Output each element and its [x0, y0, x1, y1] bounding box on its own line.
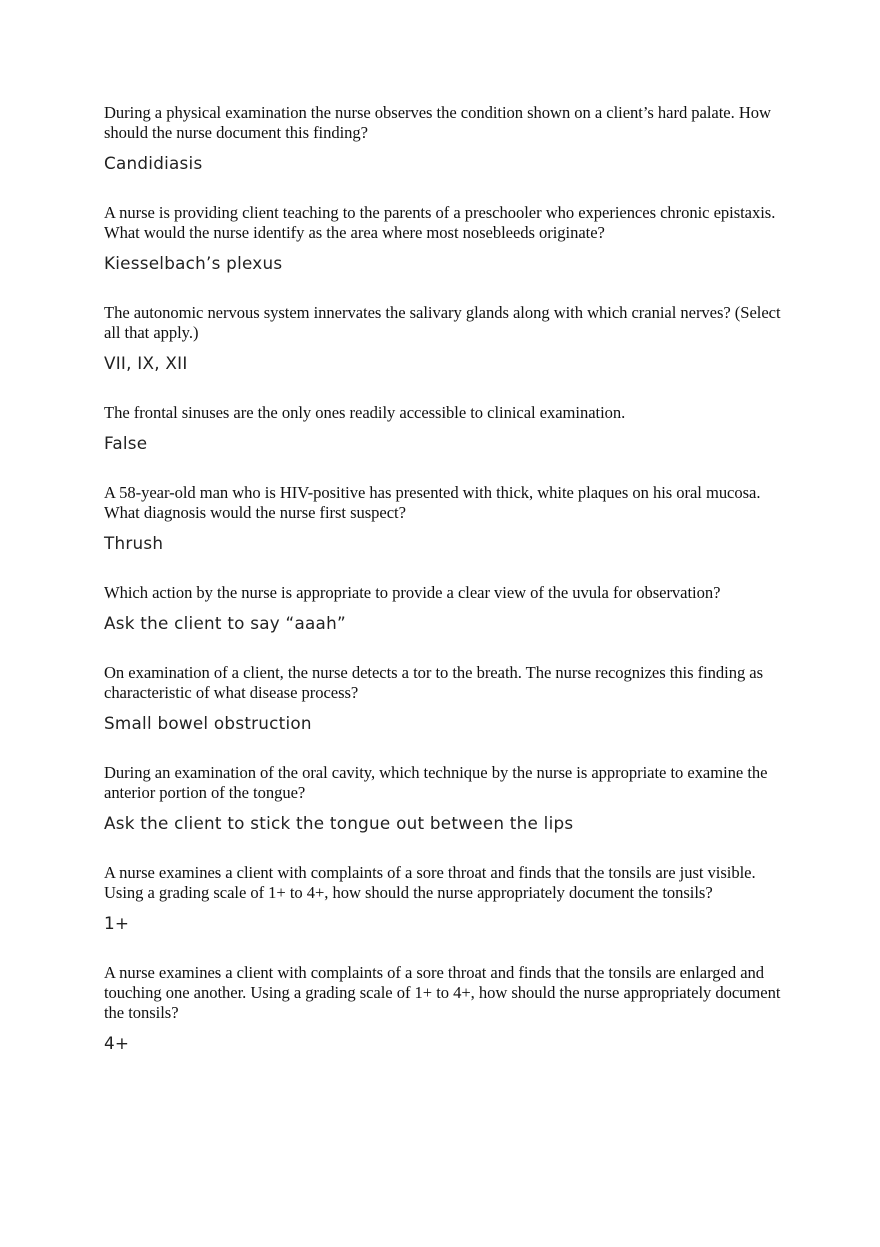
question-text: Which action by the nurse is appropriate to provide a clear view of the uvula for observation? [104, 583, 721, 602]
answer-text: False [104, 433, 148, 453]
question-text: On examination of a client, the nurse detects a tor to the breath. The nurse recognizes this finding as characteristic of what disease process? [104, 663, 764, 702]
qa-item-1 [104, 103, 794, 173]
qa-item-3 [104, 303, 794, 373]
question-text: A nurse examines a client with complaints of a sore throat and finds that the tonsils are just visible. Using a grading scale of 1+ to 4+, how should the nurse appropriately document the tonsils? [104, 863, 756, 902]
answer-text: Kiesselbach’s plexus [104, 253, 283, 273]
question-text: The frontal sinuses are the only ones readily accessible to clinical examination. [104, 403, 626, 422]
answer-text: Small bowel obstruction [104, 713, 312, 733]
qa-item-9 [104, 863, 794, 933]
question-text: During an examination of the oral cavity, which technique by the nurse is appropriate to examine the anterior portion of the tongue? [104, 763, 768, 802]
question-text: A nurse is providing client teaching to the parents of a preschooler who experiences chronic epistaxis. What would the nurse identify as the area where most nosebleeds originate? [104, 203, 776, 242]
answer-text: 1+ [104, 913, 130, 933]
qa-item-8 [104, 763, 794, 833]
question-text: A nurse examines a client with complaints of a sore throat and finds that the tonsils are enlarged and touching one another. Using a grading scale of 1+ to 4+, how should the nurse appropriately document the tonsils? [104, 963, 781, 1022]
qa-item-7 [104, 663, 794, 733]
answer-text: VII, IX, XII [104, 353, 188, 373]
question-text: The autonomic nervous system innervates the salivary glands along with which cranial nerves? (Select all that apply.) [104, 303, 781, 342]
qa-item-5 [104, 483, 794, 553]
question-text: A 58-year-old man who is HIV-positive has presented with thick, white plaques on his oral mucosa. What diagnosis would the nurse first suspect? [104, 483, 761, 522]
question-text: During a physical examination the nurse observes the condition shown on a client’s hard palate. How should the nurse document this finding? [104, 103, 771, 142]
answer-text: Ask the client to say “aaah” [104, 613, 346, 633]
qa-item-10 [104, 963, 794, 1053]
answer-text: Ask the client to stick the tongue out between the lips [104, 813, 574, 833]
answer-text: Thrush [104, 533, 164, 553]
answer-text: 4+ [104, 1033, 130, 1053]
answer-text: Candidiasis [104, 153, 203, 173]
flashcard-page [104, 103, 794, 1053]
qa-item-4 [104, 403, 794, 453]
qa-item-6 [104, 583, 794, 633]
qa-item-2 [104, 203, 794, 273]
